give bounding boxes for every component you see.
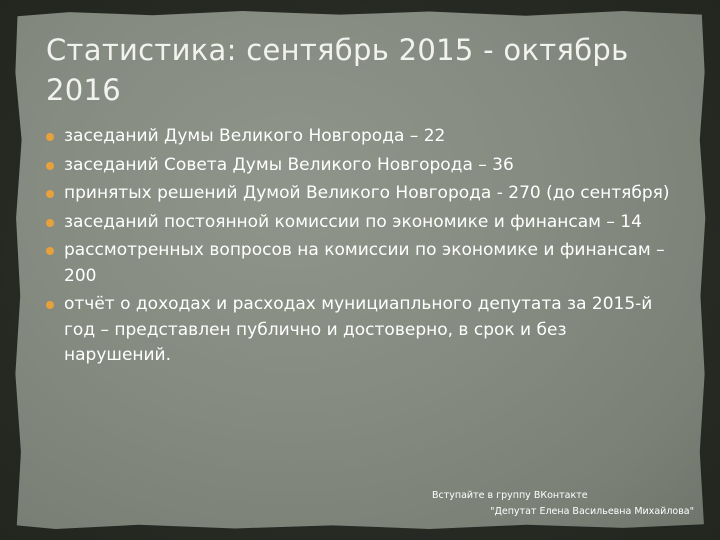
bullet-text: отчёт о доходах и расходах мунициапльного депутата за 2015-й год – представлен публично и достоверно, в срок и без нарушений. xyxy=(64,294,653,365)
bullet-text: принятых решений Думой Великого Новгорода - 270 (до сентября) xyxy=(64,183,670,203)
bullet-dot-icon xyxy=(46,133,54,141)
footer-line-1: Вступайте в группу ВКонтакте xyxy=(432,490,588,501)
bullet-item xyxy=(44,210,676,236)
bullet-text: рассмотренных вопросов на комиссии по экономике и финансам – 200 xyxy=(64,240,665,286)
bullet-text: заседаний Совета Думы Великого Новгорода – 36 xyxy=(64,154,514,175)
bullet-list xyxy=(44,124,676,372)
bullet-dot-icon xyxy=(46,219,54,227)
bullet-dot-icon xyxy=(46,190,54,198)
bullet-text: заседаний постоянной комиссии по экономике и финансам – 14 xyxy=(64,211,642,232)
bullet-dot-icon xyxy=(46,162,54,170)
footer-line-2: "Депутат Елена Васильевна Михайлова" xyxy=(490,506,694,517)
bullet-item xyxy=(44,124,676,150)
bullet-dot-icon xyxy=(46,301,54,309)
footer-note xyxy=(424,488,694,520)
bullet-item xyxy=(44,238,676,289)
bullet-item xyxy=(44,181,676,207)
bullet-dot-icon xyxy=(46,247,54,255)
bullet-item xyxy=(44,153,676,179)
bullet-text: заседаний Думы Великого Новгорода – 22 xyxy=(64,126,446,146)
slide-title: Статистика: сентябрь 2015 - октябрь 2016 xyxy=(46,33,629,107)
bullet-item xyxy=(44,292,676,369)
